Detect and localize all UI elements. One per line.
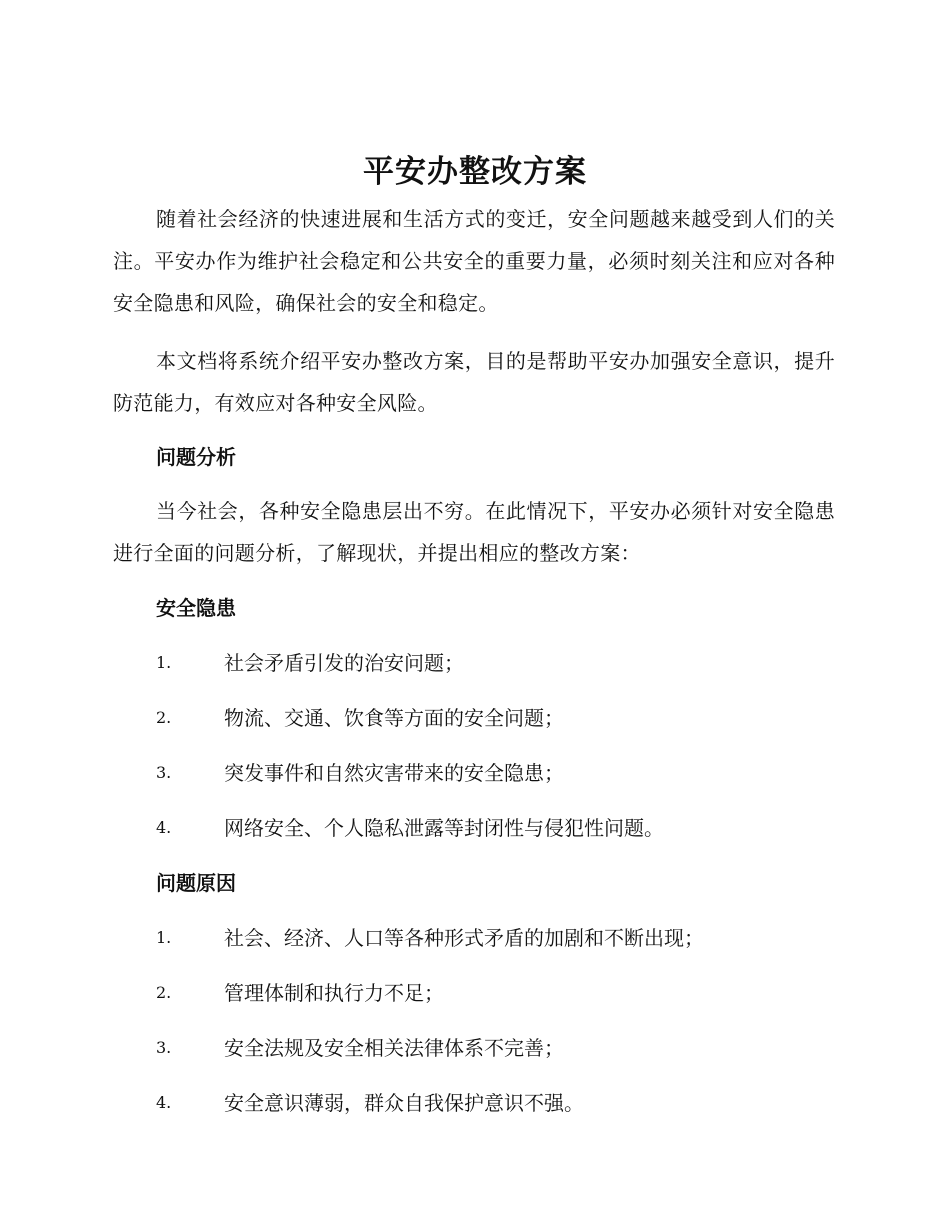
problem-analysis-paragraph: 当今社会，各种安全隐患层出不穷。在此情况下，平安办必须针对安全隐患进行全面的问题分析，了解现状，并提出相应的整改方案： <box>113 499 835 565</box>
heading-problem-analysis: 问题分析 <box>156 445 236 469</box>
intro-paragraph-1: 随着社会经济的快速进展和生活方式的变迁，安全问题越来越受到人们的关注。平安办作为维护社会稳定和公共安全的重要力量，必须时刻关注和应对各种安全隐患和风险，确保社会的安全和稳定。 <box>113 207 835 315</box>
list-item-number: 3. <box>156 763 172 782</box>
list-item <box>156 813 836 843</box>
list-item-text: 安全法规及安全相关法律体系不完善； <box>224 1036 564 1060</box>
list-item <box>156 703 836 733</box>
list-item <box>156 978 836 1008</box>
list-item-number: 2. <box>156 708 172 727</box>
intro-paragraph-2: 本文档将系统介绍平安办整改方案，目的是帮助平安办加强安全意识，提升防范能力，有效应对各种安全风险。 <box>113 349 835 415</box>
list-item-number: 2. <box>156 983 172 1002</box>
list-item <box>156 1033 836 1063</box>
heading-safety-hazards: 安全隐患 <box>156 596 236 620</box>
list-item-number: 1. <box>156 653 172 672</box>
list-item-number: 1. <box>156 928 172 947</box>
list-item-text: 突发事件和自然灾害带来的安全隐患； <box>224 761 564 785</box>
list-item-text: 物流、交通、饮食等方面的安全问题； <box>224 706 564 730</box>
list-item <box>156 923 836 953</box>
document-title: 平安办整改方案 <box>363 154 587 190</box>
list-item <box>156 648 836 678</box>
list-item-number: 4. <box>156 818 172 837</box>
list-item-number: 4. <box>156 1093 172 1112</box>
list-item <box>156 1088 836 1118</box>
list-item-text: 管理体制和执行力不足； <box>224 981 444 1005</box>
list-item-text: 社会矛盾引发的治安问题； <box>224 651 464 675</box>
list-item <box>156 758 836 788</box>
list-item-text: 网络安全、个人隐私泄露等封闭性与侵犯性问题。 <box>224 816 664 840</box>
list-item-text: 社会、经济、人口等各种形式矛盾的加剧和不断出现； <box>224 926 704 950</box>
heading-problem-causes: 问题原因 <box>156 871 236 895</box>
list-item-text: 安全意识薄弱，群众自我保护意识不强。 <box>224 1091 584 1115</box>
list-item-number: 3. <box>156 1038 172 1057</box>
